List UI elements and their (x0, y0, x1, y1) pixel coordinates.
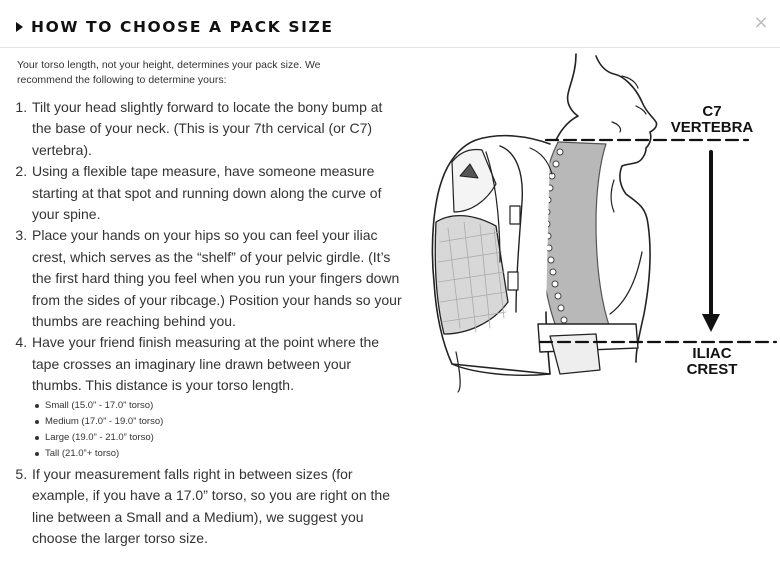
iliac-label-line-2: CREST (686, 361, 738, 378)
size-item-large: Large (19.0” - 21.0” torso) (32, 430, 403, 446)
step-1: 1. Tilt your head slightly forward to locate the bony bump at the base of your neck. (This is your 7th cervical (or C7) vertebra). (31, 97, 403, 161)
size-item-tall: Tall (21.0”+ torso) (32, 446, 403, 462)
torso-diagram (400, 52, 780, 412)
modal-title: HOW TO CHOOSE A PACK SIZE (31, 18, 334, 36)
c7-label-line-1: C7 (702, 103, 722, 120)
title-wrap (16, 18, 334, 36)
size-list (32, 398, 403, 462)
iliac-label-line-1: ILIAC (692, 345, 732, 362)
step-4-text: Have your friend finish measuring at the point where the tape crosses an imaginary line drawn between your thumbs. This distance is your torso length. (32, 334, 380, 394)
intro-text: Your torso length, not your height, determines your pack size. We recommend the following to determine yours: (17, 59, 321, 86)
caret-right-icon (16, 22, 23, 32)
modal-header (0, 0, 780, 48)
backpack-illustration (432, 136, 638, 392)
step-2: 2. Using a flexible tape measure, have someone measure starting at that spot and running down along the curve of your spine. (31, 161, 403, 225)
torso-length-arrow (702, 152, 720, 332)
size-item-small: Small (15.0” - 17.0” torso) (32, 398, 403, 414)
steps-list (15, 97, 403, 549)
c7-label-line-2: VERTEBRA (670, 119, 754, 136)
step-3: 3. Place your hands on your hips so you can feel your iliac crest, which serves as the “shelf” of your pelvic girdle. (It’s the first hard thing you feel when you run your fingers down from the sides of your ribcage.) Position your hands so your thumbs are reaching behind you. (31, 225, 403, 332)
iliac-crest-label (668, 346, 756, 378)
c7-label (664, 104, 760, 136)
step-4 (31, 332, 403, 461)
size-item-medium: Medium (17.0” - 19.0” torso) (32, 414, 403, 430)
step-5: 5. If your measurement falls right in between sizes (for example, if you have a 17.0” torso, so you are right on the line between a Small and a Medium), we suggest you choose the larger torso size. (31, 464, 403, 550)
close-icon[interactable]: × (753, 12, 769, 33)
